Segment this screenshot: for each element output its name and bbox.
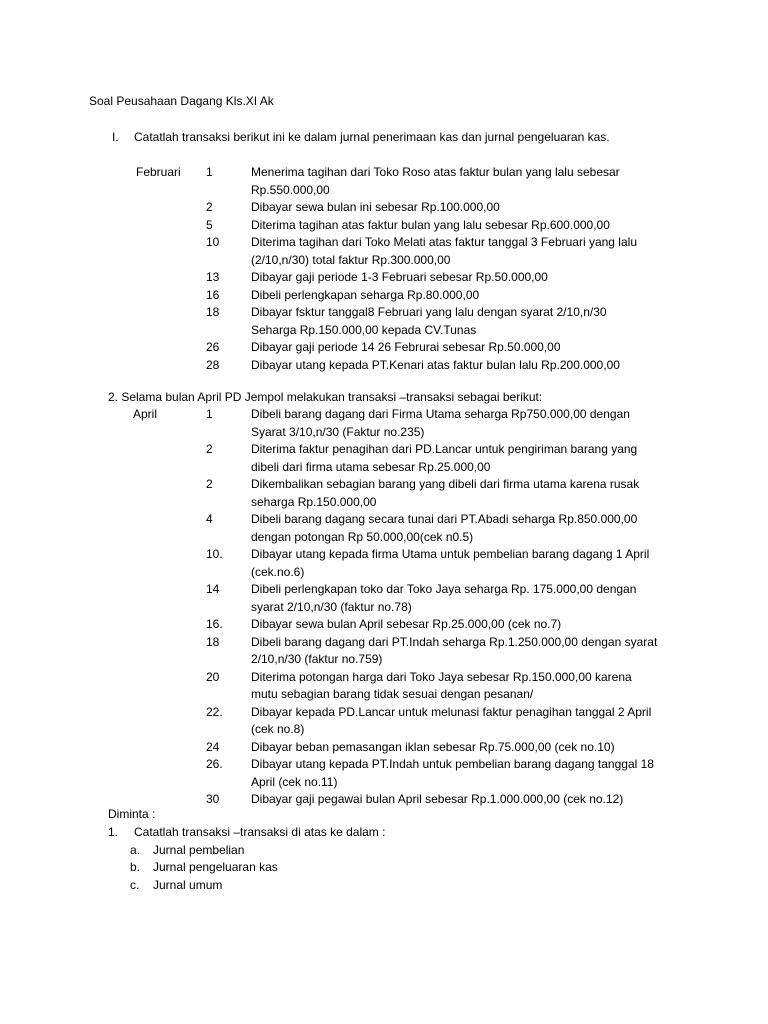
subtask-text: Jurnal umum	[153, 877, 223, 892]
description-line: Dibeli barang dagang dari PT.Indah seharga Rp.1.250.000,00 dengan syarat	[251, 634, 658, 649]
description-line: seharga Rp.150.000,00	[251, 494, 377, 509]
transaction-day: 26.	[206, 757, 223, 771]
description-line: Dibayar fsktur tanggal8 Februari yang lalu dengan syarat 2/10,n/30	[251, 305, 607, 319]
description-line: (cek.no.6)	[251, 564, 305, 579]
transaction-day: 16	[206, 287, 220, 302]
description-line: Diterima tagihan atas faktur bulan yang lalu sebesar Rp.600.000,00	[251, 217, 610, 232]
subtask-letter: b.	[130, 860, 141, 874]
transaction-description	[251, 199, 691, 217]
section-1-heading	[112, 129, 610, 147]
transaction-row	[0, 304, 768, 339]
month-label: Februari	[136, 165, 181, 179]
description-line: Dibayar beban pemasangan iklan sebesar Rp.75.000,00 (cek no.10)	[251, 739, 615, 754]
transaction-description	[251, 357, 691, 375]
transaction-description	[251, 269, 691, 287]
transaction-row	[0, 164, 768, 199]
description-line: Diterima tagihan dari Toko Melati atas faktur tanggal 3 Februari yang lalu	[251, 235, 637, 249]
transaction-description	[251, 511, 691, 546]
transaction-day: 16.	[206, 617, 223, 631]
transaction-day: 1	[206, 407, 213, 421]
task-text: Catatlah transaksi –transaksi di atas ke dalam :	[134, 825, 386, 839]
transaction-row	[0, 199, 768, 217]
section-2-transactions	[0, 406, 768, 809]
transaction-day: 10	[206, 235, 220, 249]
transaction-description	[251, 441, 691, 476]
transaction-day: 1	[206, 165, 213, 179]
transaction-day: 14	[206, 582, 220, 596]
transaction-description	[251, 791, 691, 809]
transaction-row	[0, 616, 768, 634]
transaction-row	[0, 756, 768, 791]
description-line: Dibayar gaji periode 14 26 Februrai sebesar Rp.50.000,00	[251, 340, 561, 354]
transaction-description	[251, 406, 691, 441]
description-line: Dibayar utang kepada firma Utama untuk pembelian barang dagang 1 April	[251, 547, 650, 561]
transaction-day: 2	[206, 477, 213, 491]
section-1-instruction: Catatlah transaksi berikut ini ke dalam jurnal penerimaan kas dan jurnal pengeluaran kas.	[134, 130, 610, 144]
transaction-day: 22.	[206, 704, 223, 719]
transaction-description	[251, 739, 691, 757]
transaction-row	[0, 546, 768, 581]
section-1-transactions	[0, 164, 768, 374]
task-number: 1.	[108, 825, 119, 839]
transaction-description	[251, 164, 691, 199]
subtask-letter: c.	[130, 877, 140, 892]
transaction-description	[251, 616, 691, 634]
subtask-text: Jurnal pembelian	[153, 842, 245, 857]
transaction-description	[251, 287, 691, 305]
transaction-description	[251, 546, 691, 581]
transaction-day: 28	[206, 357, 220, 372]
transaction-description	[251, 339, 691, 357]
description-line: dibeli dari firma utama sebesar Rp.25.000,00	[251, 459, 491, 474]
transaction-row	[0, 581, 768, 616]
description-line: 2/10,n/30 (faktur no.759)	[251, 652, 383, 666]
transaction-day: 2	[206, 442, 213, 456]
transaction-row	[0, 704, 768, 739]
transaction-description	[251, 669, 691, 704]
description-line: Dibeli perlengkapan toko dar Toko Jaya seharga Rp. 175.000,00 dengan	[251, 582, 637, 596]
transaction-row	[0, 511, 768, 546]
transaction-day: 24	[206, 739, 220, 754]
description-line: syarat 2/10,n/30 (faktur no.78)	[251, 599, 412, 614]
description-line: (2/10,n/30) total faktur Rp.300.000,00	[251, 252, 451, 267]
description-line: Dibayar kepada PD.Lancar untuk melunasi faktur penagihan tanggal 2 April	[251, 704, 652, 719]
transaction-day: 4	[206, 512, 213, 526]
transaction-description	[251, 756, 691, 791]
description-line: Syarat 3/10,n/30 (Faktur no.235)	[251, 424, 425, 439]
subtask-item	[130, 877, 385, 895]
description-line: Menerima tagihan dari Toko Roso atas faktur bulan yang lalu sebesar	[251, 165, 620, 179]
transaction-day: 13	[206, 270, 220, 284]
transaction-row	[0, 441, 768, 476]
transaction-day: 10.	[206, 547, 223, 561]
subtask-text: Jurnal pengeluaran kas	[153, 860, 278, 874]
transaction-day: 30	[206, 792, 220, 806]
transaction-row	[0, 739, 768, 757]
description-line: Dibayar utang kepada PT.Indah untuk pembelian barang dagang tanggal 18	[251, 757, 654, 771]
transaction-row	[0, 269, 768, 287]
description-line: Dibayar sewa bulan ini sebesar Rp.100.000,00	[251, 200, 500, 214]
section-2-heading: 2. Selama bulan April PD Jempol melakukan transaksi –transaksi sebagai berikut:	[108, 390, 543, 404]
subtask-letter: a.	[130, 842, 141, 857]
transaction-day: 2	[206, 200, 213, 214]
transaction-row	[0, 406, 768, 441]
month-label: April	[133, 407, 158, 421]
transaction-description	[251, 304, 691, 339]
description-line: Seharga Rp.150.000,00 kepada CV.Tunas	[251, 322, 477, 337]
description-line: Dibayar gaji periode 1-3 Februari sebesar Rp.50.000,00	[251, 270, 548, 284]
transaction-row	[0, 234, 768, 269]
transaction-row	[0, 634, 768, 669]
transaction-row	[0, 476, 768, 511]
transaction-row	[0, 287, 768, 305]
diminta-label: Diminta :	[108, 807, 156, 821]
transaction-description	[251, 217, 691, 235]
transaction-description	[251, 634, 691, 669]
transaction-row	[0, 669, 768, 704]
task-item	[108, 824, 385, 842]
description-line: Dibayar gaji pegawai bulan April sebesar Rp.1.000.000,00 (cek no.12)	[251, 792, 624, 806]
description-line: Dibayar utang kepada PT.Kenari atas faktur bulan lalu Rp.200.000,00	[251, 357, 620, 372]
description-line: Dikembalikan sebagian barang yang dibeli dari firma utama karena rusak	[251, 477, 640, 491]
subtask-item	[130, 859, 385, 877]
description-line: Diterima potongan harga dari Toko Jaya sebesar Rp.150.000,00 karena	[251, 669, 632, 684]
transaction-day: 5	[206, 217, 213, 232]
transaction-description	[251, 581, 691, 616]
description-line: Dibeli perlengkapan seharga Rp.80.000,00	[251, 287, 480, 302]
description-line: Dibeli barang dagang secara tunai dari PT.Abadi seharga Rp.850.000,00	[251, 512, 638, 526]
task-list	[108, 824, 385, 894]
subtask-item	[130, 842, 385, 860]
description-line: Dibeli barang dagang dari Firma Utama seharga Rp750.000,00 dengan	[251, 407, 630, 421]
description-line: Diterima faktur penagihan dari PD.Lancar untuk pengiriman barang yang	[251, 442, 638, 456]
transaction-row	[0, 339, 768, 357]
subtask-list	[108, 842, 385, 895]
transaction-description	[251, 476, 691, 511]
transaction-row	[0, 217, 768, 235]
description-line: Dibayar sewa bulan April sebesar Rp.25.000,00 (cek no.7)	[251, 617, 562, 631]
transaction-description	[251, 704, 691, 739]
description-line: mutu sebagian barang tidak sesuai dengan pesanan/	[251, 687, 534, 701]
transaction-day: 18	[206, 305, 220, 319]
transaction-day: 26	[206, 340, 220, 354]
description-line: dengan potongan Rp 50.000,00(cek n0.5)	[251, 529, 474, 544]
section-1-number: I.	[112, 130, 119, 144]
description-line: April (cek no.11)	[251, 774, 338, 789]
transaction-day: 18	[206, 634, 220, 649]
document-title: Soal Peusahaan Dagang Kls.XI Ak	[89, 94, 274, 108]
transaction-row	[0, 357, 768, 375]
transaction-description	[251, 234, 691, 269]
transaction-day: 20	[206, 669, 220, 684]
description-line: (cek no.8)	[251, 722, 305, 736]
description-line: Rp.550.000,00	[251, 182, 330, 197]
